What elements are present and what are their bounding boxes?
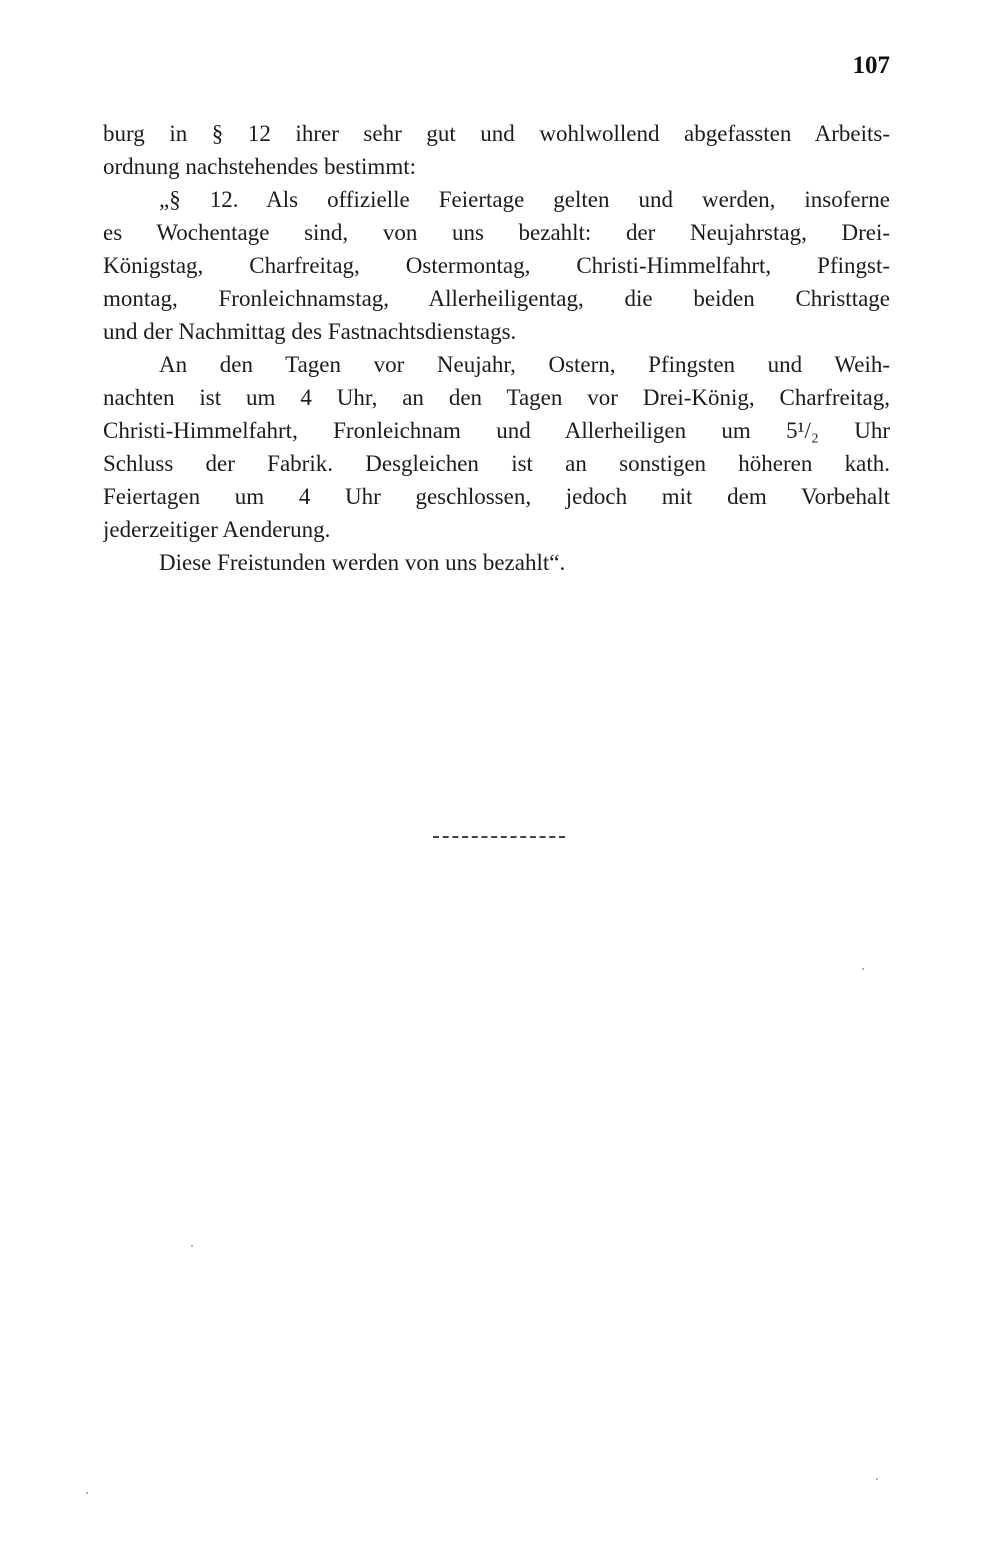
page-number: 107 — [852, 52, 890, 79]
text-line: jederzeitiger Aenderung. — [103, 517, 331, 542]
body-text — [103, 117, 890, 579]
text-line: Christi-Himmelfahrt, Fronleichnam und Allerheiligen um 5¹/₂ Uhr — [103, 418, 890, 443]
text-line: ordnung nachstehendes bestimmt: — [103, 154, 416, 179]
scan-speck — [191, 1245, 193, 1247]
text-line: Königstag, Charfreitag, Ostermontag, Christi-Himmelfahrt, Pfingst- — [103, 253, 890, 278]
text-line: und der Nachmittag des Fastnachtsdienstags. — [103, 319, 517, 344]
text-line: Diese Freistunden werden von uns bezahlt“. — [159, 550, 566, 575]
text-line: es Wochentage sind, von uns bezahlt: der Neujahrstag, Drei- — [103, 220, 890, 245]
scan-speck — [862, 968, 864, 970]
text-line: nachten ist um 4 Uhr, an den Tagen vor Drei-König, Charfreitag, — [103, 385, 890, 410]
scan-speck — [876, 1478, 878, 1480]
text-line: burg in § 12 ihrer sehr gut und wohlwollend abgefassten Arbeits- — [103, 121, 890, 146]
text-line: „§ 12. Als offizielle Feiertage gelten und werden, insoferne — [159, 187, 890, 212]
text-line: Schluss der Fabrik. Desgleichen ist an sonstigen höheren kath. — [103, 451, 890, 476]
text-line: Feiertagen um 4 Uhr geschlossen, jedoch mit dem Vorbehalt — [103, 484, 890, 509]
scan-speck — [86, 1492, 88, 1494]
text-line: montag, Fronleichnamstag, Allerheiligentag, die beiden Christtage — [103, 286, 890, 311]
section-divider — [433, 836, 565, 838]
text-line: An den Tagen vor Neujahr, Ostern, Pfingsten und Weih- — [159, 352, 890, 377]
